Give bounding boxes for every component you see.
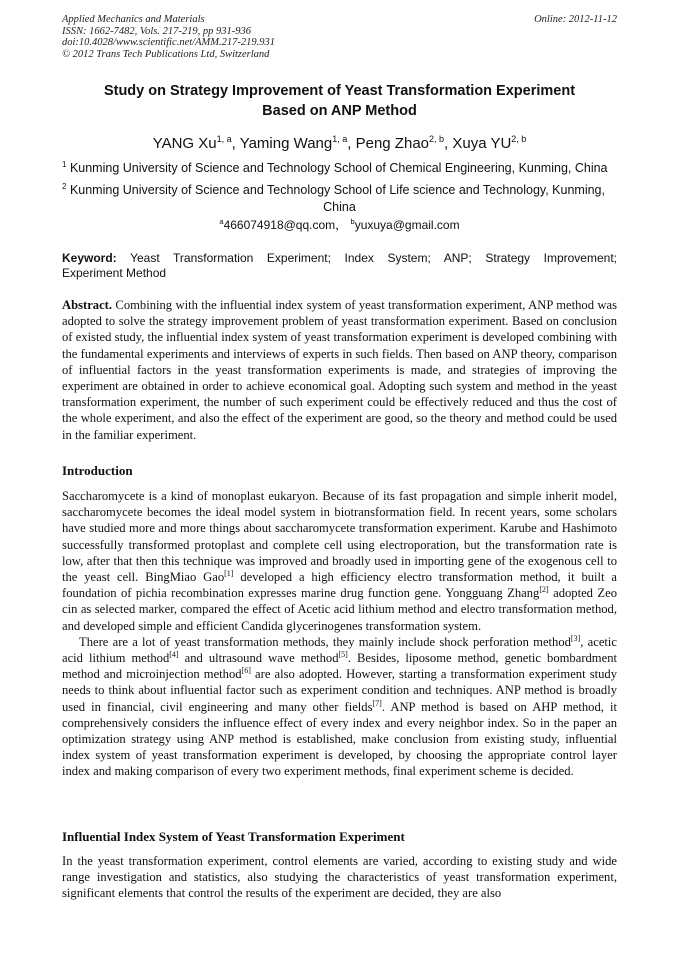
intro-text: are also adopted. However, starting a transformation experiment study needs to think about influential factor such as experiment condition and techniques. ANP method is broadly used in financial, civil engineering and many other fields [62, 667, 617, 714]
email-mark-a: a [219, 217, 224, 226]
email-b[interactable]: yuxuya@gmail.com [354, 218, 460, 232]
author-name: Peng Zhao [355, 135, 429, 152]
author-separator: , [231, 135, 240, 152]
abstract-label: Abstract. [62, 298, 113, 312]
section-2-body [62, 853, 617, 902]
author-list [62, 129, 617, 154]
email-line [62, 213, 617, 234]
intro-heading: Introduction [62, 463, 133, 478]
abstract-text: Combining with the influential index system of yeast transformation experiment, ANP method was adopted to solve the strategy improvement problem of yeast transformation experiment. Based on conclusion of existed study, the influential index system of yeast transformation experiment is developed combining with the fundamental experiments and interviews of experts in such fields. Then based on ANP theory, comparison of influential factors in the yeast transformation experiments is made, and strategies of improving the experiment are obtained in order to achieve economical goal. Adopting such system and method in the yeast transformation experiment, the number of such experiment could be effectively reduced and thus the cost of the whole experiment, and also the effect of the experiment are good, so the theory and method could be used in the familiar experiment. [62, 298, 618, 442]
copyright-line: © 2012 Trans Tech Publications Ltd, Switzerland [62, 48, 270, 60]
journal-header [62, 14, 617, 60]
paper-title [62, 81, 617, 121]
title-line-1: Study on Strategy Improvement of Yeast Transformation Experiment [103, 83, 576, 99]
keywords-line-1: Yeast Transformation Experiment; Index System; ANP; Strategy Improvement; [130, 251, 617, 265]
citation: [5] [338, 649, 348, 659]
affiliation-text: Kunming University of Science and Technology School of Chemical Engineering, Kunming, China [69, 161, 608, 176]
journal-name: Applied Mechanics and Materials [62, 14, 205, 25]
section-2-heading: Influential Index System of Yeast Transformation Experiment [62, 829, 405, 844]
author-affiliation-mark: 1, a [216, 134, 232, 144]
intro-text: . Besides, liposome method, genetic bombardment method and microinjection method [62, 651, 617, 682]
citation: [2] [539, 585, 549, 595]
email-a[interactable]: 466074918@qq.com [223, 218, 336, 232]
citation: [7] [372, 698, 382, 708]
email-separator: ， [335, 218, 348, 232]
author-separator: , [444, 135, 453, 152]
affiliation-number: 2 [62, 182, 67, 191]
author-affiliation-mark: 2, b [429, 134, 445, 144]
affiliation-continuation: China [323, 200, 356, 215]
author-separator: , [347, 135, 356, 152]
intro-paragraph-1 [62, 488, 617, 634]
section-2-paragraph: In the yeast transformation experiment, control elements are varied, according to existing study and wide range investigation and statistics, also studying the characteristics of yeast transformation experiment, significant elements that control the results of the experiment are decided, they are also [62, 854, 617, 901]
keywords-label: Keyword: [62, 251, 117, 265]
author-affiliation-mark: 2, b [511, 134, 527, 144]
intro-text: , acetic acid lithium method [62, 634, 617, 666]
keywords-line-2: Experiment Method [62, 266, 167, 280]
author-name: YANG Xu [152, 135, 217, 152]
abstract [62, 297, 617, 443]
keywords [62, 251, 617, 281]
email-mark-b: b [350, 217, 355, 226]
citation: [3] [570, 633, 581, 643]
citation: [6] [241, 666, 251, 676]
affiliation-1 [62, 156, 617, 177]
intro-text: adopted Zeo cin as selected marker, compared the effect of Acetic acid lithium method and electro transformation method, and developed simple and efficient Candida glycerinogenes transformation system. [62, 586, 617, 633]
intro-body [62, 488, 617, 780]
title-line-2: Based on ANP Method [262, 103, 417, 119]
intro-text: Saccharomycete is a kind of monoplast eukaryon. Because of its fast propagation and simple inherit model, saccharomycete becomes the ideal model system in biotransformation field. In recent years, some scholars have studied more and more things about saccharomycete transformation experiment. Karube and Hashimoto successfully transformed protoplast and complete cell using electroporation, but the transformation rate is low, after that then this technique was improved and broadly used in importing gene of the exogenous cell to the yeast cell. BingMiao Gao [62, 489, 617, 585]
author-name: Yaming Wang [239, 135, 333, 152]
issn-line: ISSN: 1662-7482, Vols. 217-219, pp 931-936 [62, 25, 251, 37]
affiliation-2 [62, 178, 617, 216]
author-affiliation-mark: 1, a [332, 134, 348, 144]
affiliation-number: 1 [62, 160, 67, 169]
intro-text: . ANP method is based on AHP method, it comprehensively considers the influence effect of every index and every neighbor index. So in the paper an optimization strategy using ANP method is established, make conclusion from existing study, influential index system of yeast transformation experiment is developed, by choosing the appropriate control layer index and making comparison of every two experiment methods, final experiment scheme is decided. [62, 699, 617, 779]
citation: [4] [169, 649, 179, 659]
doi-line: doi:10.4028/www.scientific.net/AMM.217-219.931 [62, 37, 275, 48]
intro-text: and ultrasound wave method [178, 651, 339, 666]
page-bottom-mask [0, 936, 678, 959]
intro-text: There are a lot of yeast transformation methods, they mainly include shock perforation method [79, 634, 571, 649]
online-date: Online: 2012-11-12 [534, 14, 617, 25]
intro-paragraph-2 [62, 634, 617, 780]
affiliation-text: Kunming University of Science and Technology School of Life science and Technology, Kunming, [69, 183, 605, 198]
citation: [1] [224, 568, 234, 578]
intro-text: developed a high efficiency electro transformation method, it built a foundation of pichia recombination expresses marine drug function gene. Yongguang Zhang [62, 570, 617, 601]
author-name: Xuya YU [452, 135, 512, 152]
